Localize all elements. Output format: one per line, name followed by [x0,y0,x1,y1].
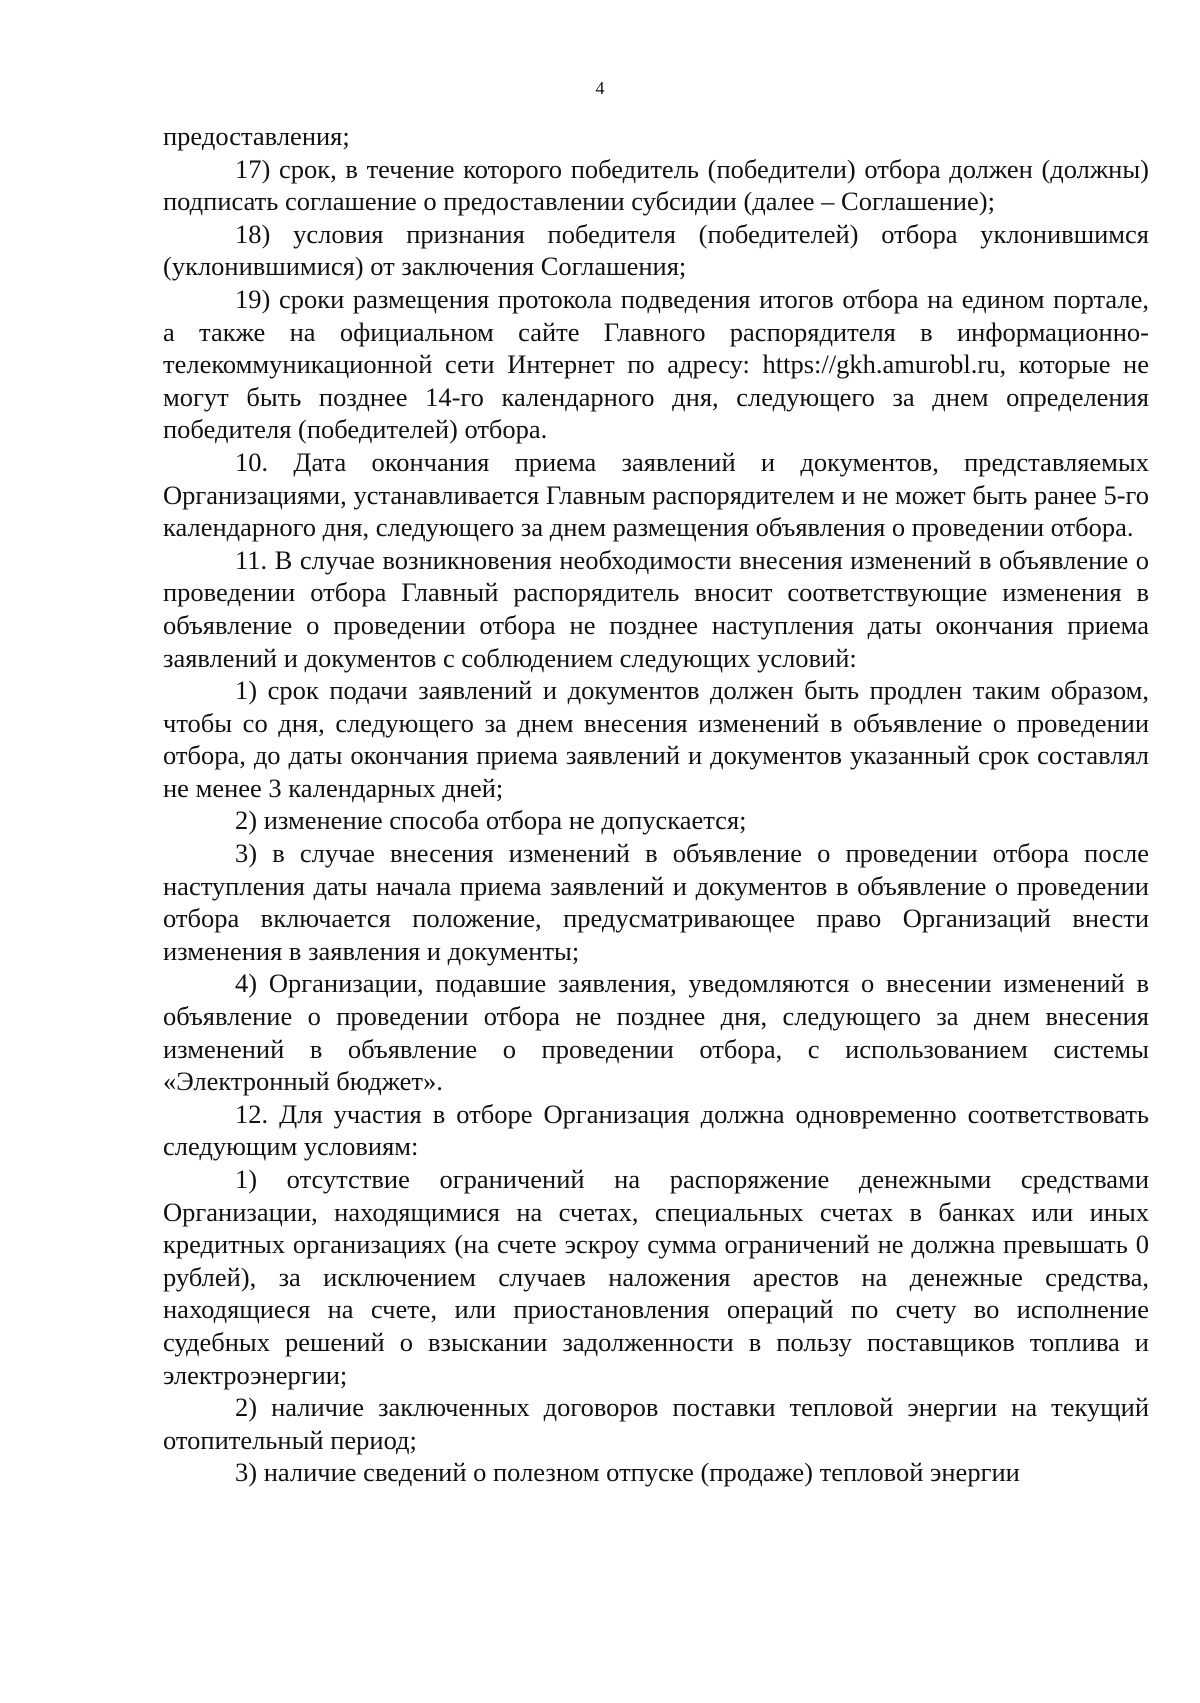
paragraph-subitem-3: 3) в случае внесения изменений в объявление о проведении отбора после наступления даты начала приема заявлений и документов в объявление о проведении отбора включается положение, предусматривающее право Организаций внести изменения в заявления и документы; [163,838,1149,966]
paragraph-clause-10: 10. Дата окончания приема заявлений и документов, представляемых Организациями, устанавливается Главным распорядителем и не может быть ранее 5-го календарного дня, следующего за днем размещения объявления о проведении отбора. [163,446,1149,543]
paragraph-subitem-2: 2) изменение способа отбора не допускается; [235,805,747,836]
paragraph-subitem-1: 1) срок подачи заявлений и документов должен быть продлен таким образом, чтобы со дня, следующего за днем внесения изменений в объявление о проведении отбора, до даты окончания приема заявлений и документов указанный срок составлял не менее 3 календарных дней; [163,675,1149,803]
paragraph-continuation: предоставления; [163,121,350,151]
document-body [163,120,1149,1489]
paragraph-clause-12: 12. Для участия в отборе Организация должна одновременно соответствовать следующим условиям: [163,1098,1149,1162]
paragraph-condition-1: 1) отсутствие ограничений на распоряжение денежными средствами Организации, находящимися на счетах, специальных счетах в банках или иных кредитных организациях (на счете эскроу сумма ограничений не должна превышать 0 рублей), за исключением случаев наложения арестов на денежные средства, находящиеся на счете, или приостановления операций по счету во исполнение судебных решений о взыскании задолженности в пользу поставщиков топлива и электроэнергии; [163,1164,1149,1390]
paragraph-condition-3: 3) наличие сведений о полезном отпуске (продаже) тепловой энергии [235,1457,1020,1488]
paragraph-condition-2: 2) наличие заключенных договоров поставки тепловой энергии на текущий отопительный период; [163,1392,1149,1455]
paragraph-clause-11: 11. В случае возникновения необходимости внесения изменений в объявление о проведении отбора Главный распорядитель вносит соответствующие изменения в объявление о проведении отбора не позднее наступления даты окончания приема заявлений и документов с соблюдением следующих условий: [163,544,1149,673]
paragraph-item-19: 19) сроки размещения протокола подведения итогов отбора на едином портале, а также на официальном сайте Главного распорядителя в информационно-телекоммуникационной сети Интернет по адресу: https://gkh.amurobl.ru, которые не могут быть позднее 14-го календарного дня, следующего за днем определения победителя (победителей) отбора. [163,283,1149,445]
paragraph-item-18: 18) условия признания победителя (победителей) отбора уклонившимся (уклонившимися) от заключения Соглашения; [163,218,1149,282]
page-number: 4 [595,78,605,98]
paragraph-item-17: 17) срок, в течение которого победитель (победители) отбора должен (должны) подписать соглашение о предоставлении субсидии (далее – Соглашение); [163,153,1149,217]
paragraph-subitem-4: 4) Организации, подавшие заявления, уведомляются о внесении изменений в объявление о проведении отбора не позднее дня, следующего за днем внесения изменений в объявление о проведении отбора, с использованием системы «Электронный бюджет». [163,968,1149,1097]
